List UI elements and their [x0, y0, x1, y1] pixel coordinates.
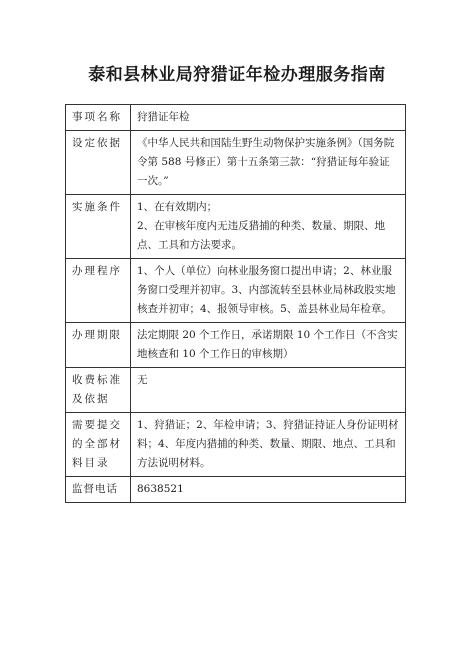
content-line: 《中华人民共和国陆生野生动物保护实施条例》（国务院令第 588 号修正）第十五条第三款：“狩猎证每年验证一次。”	[137, 137, 395, 187]
table-row	[66, 131, 406, 195]
content-line: 无	[137, 374, 148, 386]
row-content-conditions	[131, 195, 406, 259]
row-label-fees: 收费标准及依据	[66, 368, 131, 413]
content-line: 1、狩猎证；2、年检申请；3、狩猎证持证人身份证明材料；4、年度内猎捕的种类、数量、期限、地点、工具和方法说明材料。	[137, 419, 399, 469]
row-label-hotline: 监督电话	[66, 477, 131, 503]
row-content-materials	[131, 413, 406, 477]
row-label-item-name: 事项名称	[66, 105, 131, 131]
service-guide-table	[65, 104, 406, 503]
content-line: 8638521	[137, 483, 184, 495]
row-label-materials: 需要提交的全部材料目录	[66, 413, 131, 477]
table-row	[66, 413, 406, 477]
content-line: 1、个人（单位）向林业服务窗口提出申请；2、林业服务窗口受理并初审。3、内部流转至县林业局林政股实地核查并初审；4、报领导审核。5、盖县林业局年检章。	[137, 265, 396, 315]
row-content-time-limit	[131, 323, 406, 368]
row-content-hotline	[131, 477, 406, 503]
table-row	[66, 259, 406, 323]
content-line: 狩猎证年检	[137, 111, 190, 123]
row-label-conditions: 实施条件	[66, 195, 131, 259]
table-row	[66, 105, 406, 131]
row-content-procedure	[131, 259, 406, 323]
row-label-time-limit: 办理期限	[66, 323, 131, 368]
row-label-legal-basis: 设定依据	[66, 131, 131, 195]
content-line: 1、在有效期内；	[137, 201, 218, 213]
row-content-legal-basis	[131, 131, 406, 195]
table-row	[66, 368, 406, 413]
row-label-procedure: 办理程序	[66, 259, 131, 323]
row-content-item-name	[131, 105, 406, 131]
table-row	[66, 323, 406, 368]
row-content-fees	[131, 368, 406, 413]
table-row	[66, 477, 406, 503]
document-title: 泰和县林业局狩猎证年检办理服务指南	[88, 65, 386, 85]
content-line: 2、在审核年度内无违反猎捕的种类、数量、期限、地点、工具和方法要求。	[137, 220, 386, 251]
content-line: 法定期限 20 个工作日，承诺期限 10 个工作日（不含实地核查和 10 个工作日的审核期）	[137, 329, 398, 360]
table-row	[66, 195, 406, 259]
